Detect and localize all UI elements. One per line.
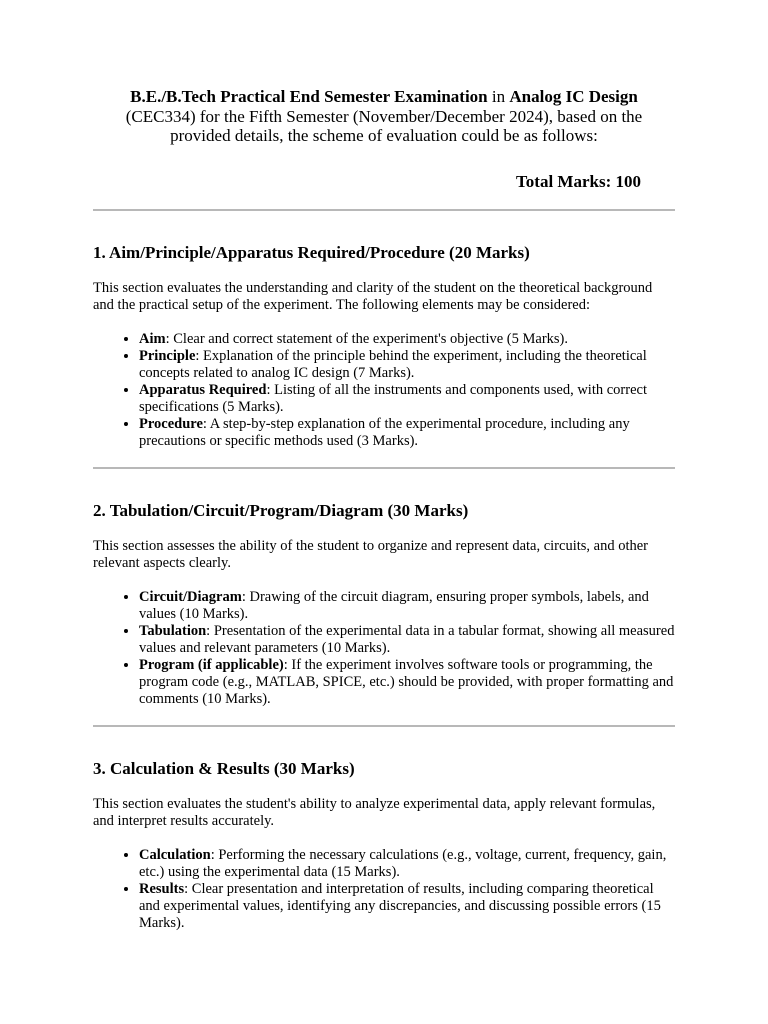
section-2 — [93, 501, 675, 708]
section-3 — [93, 759, 675, 932]
item-text: : Performing the necessary calculations (e.g., voltage, current, frequency, gain, etc.) using the experimental data (15 Marks). — [139, 846, 667, 880]
item-term: Program (if applicable) — [139, 656, 284, 673]
intro-paragraph — [93, 87, 675, 146]
list-item — [139, 623, 675, 657]
divider — [93, 725, 675, 727]
section-heading: 1. Aim/Principle/Apparatus Required/Procedure (20 Marks) — [93, 242, 530, 262]
criteria-list — [93, 331, 675, 450]
item-text: : Explanation of the principle behind the experiment, including the theoretical concepts related to analog IC design (7 Marks). — [139, 347, 647, 381]
item-term: Aim — [139, 330, 166, 347]
document-page — [0, 87, 768, 1024]
intro-connector: in — [487, 87, 510, 106]
list-item — [139, 657, 675, 708]
divider — [93, 209, 675, 211]
intro-rest: (CEC334) for the Fifth Semester (November/December 2024), based on the provided details, the scheme of evaluation could be as follows: — [125, 106, 643, 145]
item-text: : If the experiment involves software tools or programming, the program code (e.g., MATLAB, SPICE, etc.) should be provided, with proper formatting and comments (10 Marks). — [139, 656, 674, 707]
item-text: : A step-by-step explanation of the experimental procedure, including any precautions or specific methods used (3 Marks). — [139, 415, 630, 449]
item-term: Procedure — [139, 415, 203, 432]
divider — [93, 467, 675, 469]
list-item — [139, 348, 675, 382]
list-item — [139, 589, 675, 623]
list-item — [139, 382, 675, 416]
exam-title: B.E./B.Tech Practical End Semester Examination — [130, 87, 488, 106]
item-term: Circuit/Diagram — [139, 588, 242, 605]
criteria-list — [93, 589, 675, 708]
item-text: : Presentation of the experimental data in a tabular format, showing all measured values and relevant parameters (10 Marks). — [139, 622, 675, 656]
section-1 — [93, 243, 675, 450]
item-text: : Listing of all the instruments and components used, with correct specifications (5 Marks). — [139, 381, 647, 415]
item-term: Results — [139, 880, 185, 897]
item-term: Apparatus Required — [139, 381, 267, 398]
criteria-list — [93, 847, 675, 932]
item-text: : Clear presentation and interpretation of results, including comparing theoretical and experimental values, identifying any discrepancies, and discussing possible errors (15 Marks). — [139, 880, 661, 931]
item-term: Calculation — [139, 846, 211, 863]
section-description: This section evaluates the understanding and clarity of the student on the theoretical background and the practical setup of the experiment. The following elements may be considered: — [93, 279, 653, 313]
subject-name: Analog IC Design — [509, 87, 638, 106]
list-item — [139, 416, 675, 450]
list-item — [139, 881, 675, 932]
item-term: Principle — [139, 347, 196, 364]
list-item — [139, 847, 675, 881]
item-text: : Clear and correct statement of the experiment's objective (5 Marks). — [165, 330, 569, 347]
item-term: Tabulation — [139, 622, 207, 639]
section-description: This section evaluates the student's ability to analyze experimental data, apply relevant formulas, and interpret results accurately. — [93, 795, 656, 829]
section-description: This section assesses the ability of the student to organize and represent data, circuits, and other relevant aspects clearly. — [93, 537, 649, 571]
total-marks: Total Marks: 100 — [516, 171, 641, 191]
section-heading: 2. Tabulation/Circuit/Program/Diagram (30 Marks) — [93, 500, 469, 520]
item-text: : Drawing of the circuit diagram, ensuring proper symbols, labels, and values (10 Marks). — [139, 588, 649, 622]
section-heading: 3. Calculation & Results (30 Marks) — [93, 758, 355, 778]
list-item — [139, 331, 675, 348]
